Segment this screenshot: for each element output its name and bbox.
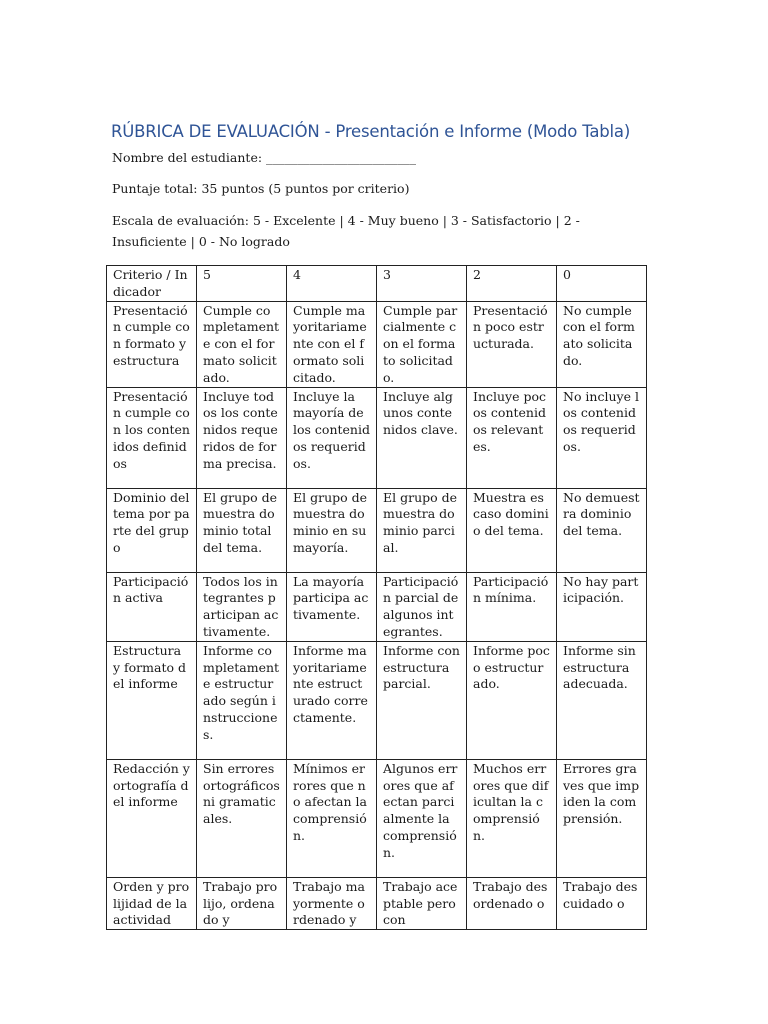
descriptor-cell-score-2: Participación mínima. (467, 572, 557, 641)
criterion-cell: Participación activa (107, 572, 197, 641)
document-title: RÚBRICA DE EVALUACIÓN - Presentación e Informe (Modo Tabla) (111, 122, 631, 141)
descriptor-cell-score-4: Incluye la mayoría de los contenidos requeridos. (287, 387, 377, 488)
criterion-cell: Redacción y ortografía del informe (107, 759, 197, 877)
criterion-cell: Presentación cumple con formato y estructura (107, 301, 197, 387)
evaluation-scale-line: Escala de evaluación: 5 - Excelente | 4 - Muy bueno | 3 - Satisfactorio | 2 - Insuficiente | 0 - No logrado (112, 213, 580, 249)
descriptor-cell-score-5: Trabajo prolijo, ordenado y (197, 877, 287, 929)
header-cell-score-0: 0 (557, 266, 647, 302)
descriptor-cell-score-2: Muchos errores que dificultan la comprensión. (467, 759, 557, 877)
table-row (107, 759, 647, 877)
descriptor-cell-score-0: No incluye los contenidos requeridos. (557, 387, 647, 488)
table-row (107, 877, 647, 929)
criterion-cell: Presentación cumple con los contenidos definidos (107, 387, 197, 488)
header-cell-score-3: 3 (377, 266, 467, 302)
descriptor-cell-score-4: Cumple mayoritariamente con el formato solicitado. (287, 301, 377, 387)
total-score-line: Puntaje total: 35 puntos (5 puntos por criterio) (112, 181, 410, 196)
descriptor-cell-score-3: Cumple parcialmente con el formato solicitado. (377, 301, 467, 387)
descriptor-cell-score-4: La mayoría participa activamente. (287, 572, 377, 641)
descriptor-cell-score-3: Algunos errores que afectan parcialmente la comprensión. (377, 759, 467, 877)
descriptor-cell-score-2: Trabajo desordenado o (467, 877, 557, 929)
descriptor-cell-score-4: El grupo demuestra dominio en su mayoría. (287, 488, 377, 572)
descriptor-cell-score-2: Presentación poco estructurada. (467, 301, 557, 387)
table-header-row (107, 266, 647, 302)
table-row (107, 488, 647, 572)
descriptor-cell-score-2: Informe poco estructurado. (467, 641, 557, 759)
descriptor-cell-score-5: Sin errores ortográficos ni gramaticales. (197, 759, 287, 877)
descriptor-cell-score-5: Cumple completamente con el formato solicitado. (197, 301, 287, 387)
descriptor-cell-score-4: Trabajo mayormente ordenado y (287, 877, 377, 929)
header-cell-criterion: Criterio / Indicador (107, 266, 197, 302)
descriptor-cell-score-2: Incluye pocos contenidos relevantes. (467, 387, 557, 488)
header-cell-score-4: 4 (287, 266, 377, 302)
descriptor-cell-score-5: Incluye todos los contenidos requeridos de forma precisa. (197, 387, 287, 488)
table-row (107, 641, 647, 759)
descriptor-cell-score-3: Incluye algunos contenidos clave. (377, 387, 467, 488)
descriptor-cell-score-5: Informe completamente estructurado según instrucciones. (197, 641, 287, 759)
descriptor-cell-score-2: Muestra escaso dominio del tema. (467, 488, 557, 572)
table-row (107, 387, 647, 488)
table-row (107, 301, 647, 387)
criterion-cell: Estructura y formato del informe (107, 641, 197, 759)
criterion-cell: Orden y prolijidad de la actividad (107, 877, 197, 929)
table-row (107, 572, 647, 641)
descriptor-cell-score-5: El grupo demuestra dominio total del tema. (197, 488, 287, 572)
rubric-table (106, 265, 647, 930)
descriptor-cell-score-0: Trabajo descuidado o (557, 877, 647, 929)
header-cell-score-2: 2 (467, 266, 557, 302)
descriptor-cell-score-3: Trabajo aceptable pero con (377, 877, 467, 929)
descriptor-cell-score-5: Todos los integrantes participan activamente. (197, 572, 287, 641)
descriptor-cell-score-4: Mínimos errores que no afectan la comprensión. (287, 759, 377, 877)
descriptor-cell-score-3: Participación parcial de algunos integrantes. (377, 572, 467, 641)
descriptor-cell-score-0: No demuestra dominio del tema. (557, 488, 647, 572)
descriptor-cell-score-3: El grupo demuestra dominio parcial. (377, 488, 467, 572)
descriptor-cell-score-0: Informe sin estructura adecuada. (557, 641, 647, 759)
student-name-line: Nombre del estudiante: ________________________ (112, 150, 417, 165)
descriptor-cell-score-3: Informe con estructura parcial. (377, 641, 467, 759)
header-cell-score-5: 5 (197, 266, 287, 302)
descriptor-cell-score-0: No hay participación. (557, 572, 647, 641)
descriptor-cell-score-0: No cumple con el formato solicitado. (557, 301, 647, 387)
descriptor-cell-score-4: Informe mayoritariamente estructurado correctamente. (287, 641, 377, 759)
descriptor-cell-score-0: Errores graves que impiden la comprensión. (557, 759, 647, 877)
criterion-cell: Dominio del tema por parte del grupo (107, 488, 197, 572)
